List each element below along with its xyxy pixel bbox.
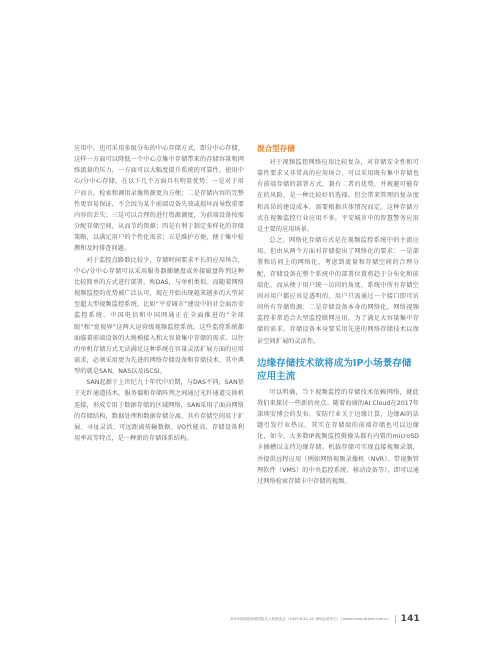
body-paragraph: 应用中，也可采用多级分布的中心存储方式，即分中心存储，这样一方面可以降低一个中心点集中存储带来的存储容量和网络流量的压力，一方面可以大幅度提升系统的可靠性，使用中心/分中心存储，在以下几个方面具有明显优势：一是对于用户而言，检索和调用录像资源更为方便；二是存储内容的完整性更容易保证，不会因为某个前端设备失效或损坏而导致重要内容的丢失；三是可以合理的进行资源调度，为前端设备按需分配存储空间，从而节约资源；四是有利于制定多样化的存储策略，以满足用户的个性化需求；五是维护方便，便于集中检测和及时排查问题。	[74, 145, 244, 253]
section-heading-hybrid-storage: 混合型存储	[257, 144, 295, 153]
body-paragraph: SAN起源于上世纪九十年代中后期，与DAS不同，SAN基于光纤通道技术，服务器和存储阵列之间通过光纤通道交换机连接，形成专用于数据存储的区域网络，SAN采用了面向网络的存储结构，数据处理和数据存储分离，具有存储空间易于扩展、寻址灵活、可远距离传输数据、I/O性能高、存储设备利用率高等特点，是一种新的存储体系结构。	[74, 379, 244, 443]
body-paragraph: 可以明确，当下视频监控的存储技术依赖网络，就此我们来探讨一些新的亮点。随着海康的AI Cloud在2017年深圳安博会的发布，安防行业关于边缘计算，边缘AI的话题引发行业热议。其实在存储端的前端存储也可以边缘化，如今，大多数IP视频监控摄像头都有内置的microSD卡插槽以支持边缘存储。机载存储可实现直接视频录制，并提供远程应用（例如网络视频录像机（NVR）、带视频管理软件（VMS）的中央监控系统、移动设备等），即可以通过网络检索存储卡中存储的视频。	[257, 388, 419, 485]
body-paragraph: 对于监控点路数比较少，存储时间要求不长的应用场合，中心/分中心存储可以采用服务器插硬盘或外接磁盘阵列这种比较简单的方式进行部署，称DAS，与单机类似。而随着网络视频监控的优势被广泛认可，现在开始出现越来越多的大型甚至超大型视频监控系统，比如“平安城市”建设中的社会面治安监控系统、中国电信和中国网通正在全面推进的“全球眼”和“宽视界”这两大运营级视频监控系统。这些监控系统都面临着前端设备的大规模接入和大容量集中存储的需求。以往的单机存储方式无法满足这种系统在容量灵活扩展方面的应用需求，必须采用更为先进的网络存储设备和存储技术，其中典型的就是SAN、NAS以及iSCSI。	[74, 256, 244, 376]
right-column	[257, 143, 419, 487]
footer-divider	[395, 615, 396, 623]
section-heading-edge-storage: 边缘存储技术欲将成为IP小场景存储应用主流	[257, 357, 412, 382]
page-footer	[150, 613, 420, 625]
page-number: 141	[400, 614, 420, 624]
footer-publication-text: 2019第四届深圳国际无人机展览会（2019.6.20–22 深圳会展中心）| www.china–drone.com.cn	[230, 616, 389, 621]
left-column	[74, 143, 244, 444]
body-paragraph: 对于视频监控网络应用比较复杂，对存储安全性和可靠性要求又非常高的应用场合，可以采用既有集中存储也有前端存储的部署方式，兼有二者的优势，并规避可能存在的风险，是一种比较好的选择。但会带来管理的复杂度和高昂的建设成本，需要根据具体情况而定。这种存储方式在视频监控行业应用不多，平安城市中的智慧警务应用是主要的应用场景。	[257, 159, 419, 233]
body-paragraph: 总之，网络化存储方式是在视频监控系统中的主流应用。但由从两个方面对存储提出了网络化的要求：一是部署和访问上的网络化，考虑到流量和存储空间的合理分配，存储设备在整个系统中的部署位置将趋于分布化和前端化，而从便于用户统一访问的角度，系统中所有存储空间对用户都应该是透明的，用户只需通过一个接口即可访问所有存储资源；二是存储设备本身的网络化，网络视频监控非常适合大型监控联网应用，为了满足大容量集中存储的需求，存储设备本身要采用先进的网络存储技术以保证空间扩展的灵活性。	[257, 237, 419, 345]
